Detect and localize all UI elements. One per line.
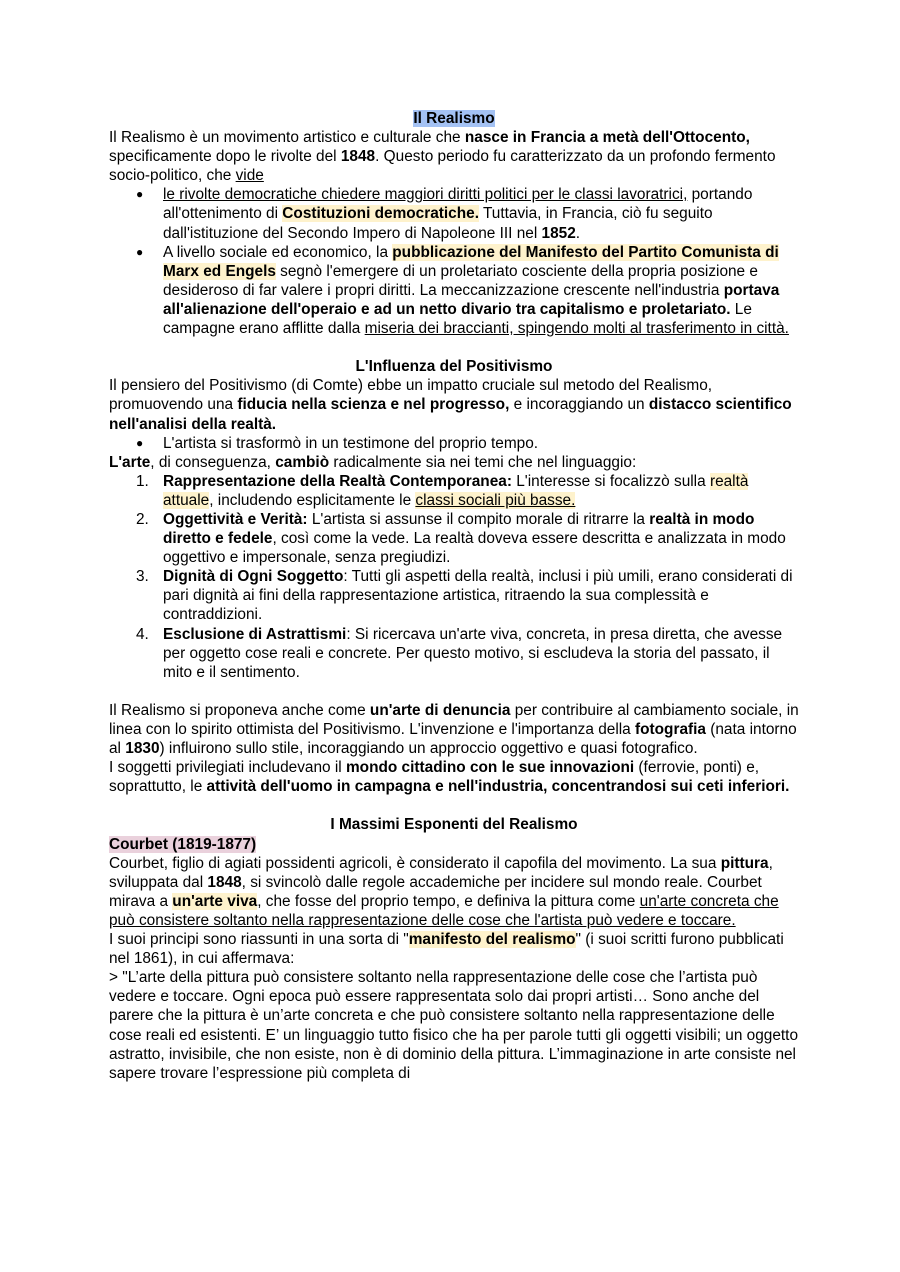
text: I soggetti privilegiati includevano il [109,759,346,777]
text: , così come la vede. La realtà doveva essere descritta e analizzata in modo oggettivo e impersonale, senza pregiudizi. [163,530,786,567]
intro-paragraph [109,128,799,185]
highlighted-text: Courbet (1819-1877) [109,835,257,853]
bold-text: 1848 [340,148,376,166]
text: : Si ricercava un'arte viva, concreta, in presa diretta, che avesse per oggetto cose reali e concrete. Per questo motivo, si escludeva la storia del passato, il mito e il sentimento. [163,625,783,681]
bold-text: Esclusione di Astrattismi [163,625,347,643]
bold-text: un'arte di denuncia [369,701,511,719]
bold-text: cambiò [275,453,330,471]
text: radicalmente sia nei temi che nel linguaggio: [329,453,637,471]
text: Il Realismo è un movimento artistico e culturale che [109,129,465,147]
text: (nata intorno al [109,721,797,758]
list-item [109,625,799,682]
bold-text: pittura [720,854,769,872]
text: Courbet, figlio di agiati possidenti agricoli, è considerato il capofila del movimento. La sua [109,854,721,872]
spacer [109,338,799,357]
subheading [109,835,799,854]
text: , includendo esplicitamente le [209,491,416,509]
list-number: 4. [136,625,149,643]
text: , di conseguenza, [150,453,276,471]
text: portando all'ottenimento di [163,186,753,223]
text: , che fosse del proprio tempo, e definiva la pittura come [257,892,640,910]
underlined-text: miseria dei braccianti, spingendo molti al trasferimento in città. [364,320,789,338]
denuncia-paragraph [109,701,799,758]
bullet-icon: ● [136,435,144,450]
courbet-paragraph [109,854,799,930]
title-text: Il Realismo [413,110,495,127]
text: L'interesse si focalizzò sulla [511,472,710,490]
list-item [109,434,799,453]
underlined-text: le rivolte democratiche chiedere maggiori diritti politici per le classi lavoratrici, [163,186,688,204]
list-item [109,185,799,242]
document-body [109,109,799,1083]
bold-text: 1852 [541,224,576,242]
text: L'artista si trasformò in un testimone del proprio tempo. [163,434,539,452]
soggetti-paragraph [109,758,799,796]
text: Le campagne erano afflitte dalla [163,300,752,338]
bold-text: attività dell'uomo in campagna e nell'industria, concentrandosi sui ceti inferiori. [206,778,790,796]
text: specificamente dopo le rivolte del [109,148,341,166]
arte-paragraph [109,453,799,472]
manifesto-paragraph [109,930,799,968]
underlined-text: un'arte concreta che può consistere soltanto nella rappresentazione delle cose che l'artista può vedere e toccare. [109,892,779,929]
highlighted-text: un'arte viva [172,892,258,910]
section-heading: L'Influenza del Positivismo [355,358,553,376]
spacer [109,796,799,815]
quote-paragraph: > "L’arte della pittura può consistere soltanto nella rappresentazione delle cose che l’artista può vedere e toccare. Ogni epoca può essere rappresentata solo dai propri artisti… Sono anche del parere che la pittura è un’arte concreta e che può consistere soltanto nella rappresentazione delle cose reali ed esistenti. E’ un linguaggio tutto fisico che ha per parole tutti gli oggetti visibili; un oggetto astratto, invisibile, che non esiste, non è di dominio della pittura. L’immaginazione in arte consiste nel sapere trovare l’espressione più completa di [109,969,799,1082]
underlined-text: vide [235,167,264,185]
highlighted-text: pubblicazione del Manifesto del Partito Comunista di Marx ed Engels [163,243,779,280]
text: I suoi principi sono riassunti in una sorta di " [109,931,409,949]
bullet-icon: ● [136,187,144,202]
bold-text: 1848 [207,873,242,891]
text: per contribuire al cambiamento sociale, in linea con lo spirito ottimista del Positivismo. L'invenzione e l'importanza della [109,701,799,738]
text: , si svincolò dalle regole accademiche per incidere sul mondo reale. Courbet mirava a [109,873,762,910]
list-item [109,243,799,338]
bold-text: portava all'alienazione dell'operaio e ad un netto divario tra capitalismo e proletariato. [163,281,780,318]
list-number: 3. [136,568,149,586]
list-item [109,567,799,624]
bold-text: mondo cittadino con le sue innovazioni [345,759,635,777]
positivism-paragraph [109,376,799,433]
bold-text: distacco scientifico nell'analisi della realtà. [109,396,792,433]
highlighted-text: realtà attuale [163,472,749,509]
text: Tuttavia, in Francia, ciò fu seguito dall'istituzione del Secondo Impero di Napoleone III nel [163,205,713,242]
bold-text: realtà in modo diretto e fedele [163,510,755,548]
numbered-list [109,472,799,682]
bold-text: fotografia [635,721,706,738]
bold-text: fiducia nella scienza e nel progresso, [237,396,510,414]
bold-text: Dignità di Ogni Soggetto [163,568,344,586]
section-heading: I Massimi Esponenti del Realismo [330,816,578,834]
page-title [109,109,799,128]
bold-text: Rappresentazione della Realtà Contemporanea: [163,472,512,490]
text: A livello sociale ed economico, la [163,243,393,261]
bold-text: nasce in Francia a metà dell'Ottocento, [464,129,750,147]
bold-text: Oggettività e Verità: [163,510,308,528]
highlighted-text: manifesto del realismo [408,931,576,949]
bold-text: 1830 [125,740,160,758]
list-number: 1. [136,472,149,490]
text: , sviluppata dal [109,854,773,891]
bullet-list-1 [109,185,799,338]
text: ) influirono sullo stile, incoraggiando un approccio oggettivo e quasi fotografico. [159,740,698,758]
bullet-list-2 [109,434,799,453]
text: . Questo periodo fu caratterizzato da un profondo fermento socio-politico, che [109,148,776,185]
list-number: 2. [136,510,149,528]
text: : Tutti gli aspetti della realtà, inclusi i più umili, erano considerati di pari dignità ai fini della rappresentazione artistica, ritraendo la sua complessità e contraddizioni. [163,568,793,624]
bold-text: L'arte [109,453,151,471]
text: " (i suoi scritti furono pubblicati nel 1861), in cui affermava: [109,931,784,968]
list-item [109,510,799,567]
bullet-icon: ● [136,244,144,259]
text: segnò l'emergere di un proletariato cosciente della propria posizione e desideroso di far valere i propri diritti. La meccanizzazione crescente nell'industria [163,262,758,299]
text: (ferrovie, ponti) e, soprattutto, le [109,759,760,796]
text: L'artista si assunse il compito morale di ritrarre la [307,510,650,528]
text: Il Realismo si proponeva anche come [109,701,370,719]
highlighted-text: Costituzioni democratiche. [282,205,479,223]
text: . [575,224,581,242]
highlighted-text: classi sociali più basse. [415,491,576,509]
text: Il pensiero del Positivismo (di Comte) ebbe un impatto cruciale sul metodo del Realismo, promuovendo una [109,377,713,414]
text: e incoraggiando un [509,396,649,414]
spacer [109,682,799,701]
list-item [109,472,799,510]
